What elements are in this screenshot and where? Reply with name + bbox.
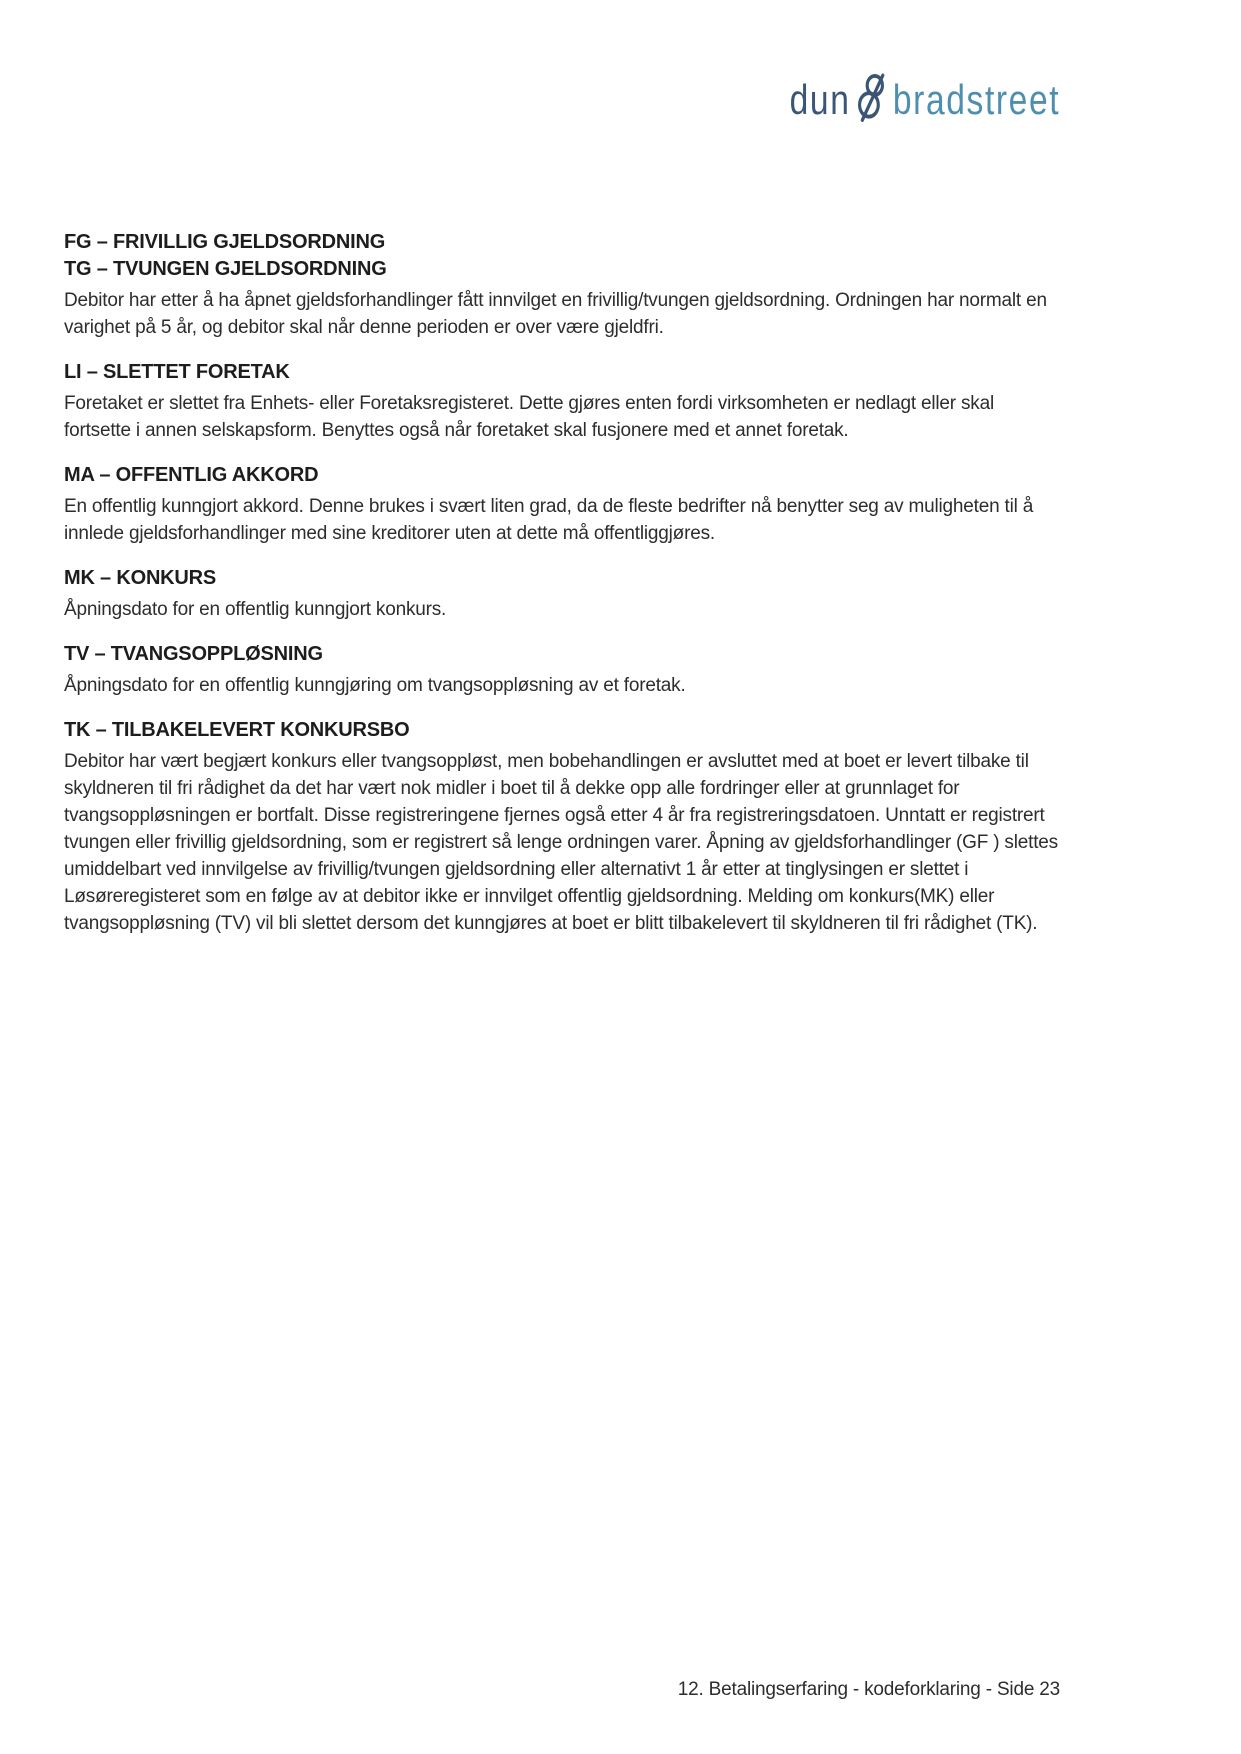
code-section-li: [64, 359, 1062, 444]
logo-text-bradstreet: bradstreet: [892, 76, 1060, 123]
footer-page-label: 12. Betalingserfaring - kodeforklaring - Side 23: [677, 1679, 1060, 1700]
code-section-mk: [64, 565, 1062, 623]
section-heading: TV – TVANGSOPPLØSNING: [64, 643, 323, 665]
dun-bradstreet-logo: [789, 72, 1060, 128]
section-body: En offentlig kunngjort akkord. Denne brukes i svært liten grad, da de fleste bedrifter nå benytter seg av muligheten til å innlede gjeldsforhandlinger med sine kreditorer uten at dette må offentliggjøres.: [64, 496, 1034, 544]
section-body: Debitor har etter å ha åpnet gjeldsforhandlinger fått innvilget en frivillig/tvungen gjeldsordning. Ordningen har normalt en varighet på 5 år, og debitor skal når denne perioden er over være gjeldfri.: [64, 290, 1047, 338]
logo-text-dun: dun: [789, 76, 851, 123]
section-body: Åpningsdato for en offentlig kunngjøring om tvangsoppløsning av et foretak.: [64, 675, 686, 696]
section-heading: TG – TVUNGEN GJELDSORDNING: [64, 258, 387, 280]
section-body: Foretaket er slettet fra Enhets- eller Foretaksregisteret. Dette gjøres enten fordi virksomheten er nedlagt eller skal fortsette i annen selskapsform. Benyttes også når foretaket skal fusjonere med et annet foretak.: [64, 393, 994, 441]
section-heading: MK – KONKURS: [64, 567, 217, 589]
code-section-fg-tg: [64, 229, 1062, 341]
ampersand-icon: [854, 72, 891, 124]
code-section-tk: [64, 717, 1062, 937]
section-body: Debitor har vært begjært konkurs eller tvangsoppløst, men bobehandlingen er avsluttet med at boet er levert tilbake til skyldneren til fri rådighet da det har vært nok midler i boet til å dekke opp alle fordringer eller at grunnlaget for tvangsoppløsningen er bortfalt. Disse registreringene fjernes også etter 4 år fra registreringsdatoen. Unntatt er registrert tvungen eller frivillig gjeldsordning, som er registrert så lenge ordningen varer. Åpning av gjeldsforhandlinger (GF ) slettes umiddelbart ved innvilgelse av frivillig/tvungen gjeldsordning eller alternativt 1 år etter at tinglysingen er slettet i Løsøreregisteret som en følge av at debitor ikke er innvilget offentlig gjeldsordning. Melding om konkurs(MK) eller tvangsoppløsning (TV) vil bli slettet dersom det kunngjøres at boet er blitt tilbakelevert til skyldneren til fri rådighet (TK).: [64, 751, 1058, 934]
page-footer: [678, 1678, 1060, 1702]
code-section-tv: [64, 641, 1062, 699]
section-heading: TK – TILBAKELEVERT KONKURSBO: [64, 719, 410, 741]
section-heading: LI – SLETTET FORETAK: [64, 361, 290, 383]
section-heading: MA – OFFENTLIG AKKORD: [64, 464, 319, 486]
section-heading: FG – FRIVILLIG GJELDSORDNING: [64, 231, 386, 253]
code-section-ma: [64, 462, 1062, 547]
code-explanations: [64, 229, 1062, 955]
section-body: Åpningsdato for en offentlig kunngjort konkurs.: [64, 599, 447, 620]
